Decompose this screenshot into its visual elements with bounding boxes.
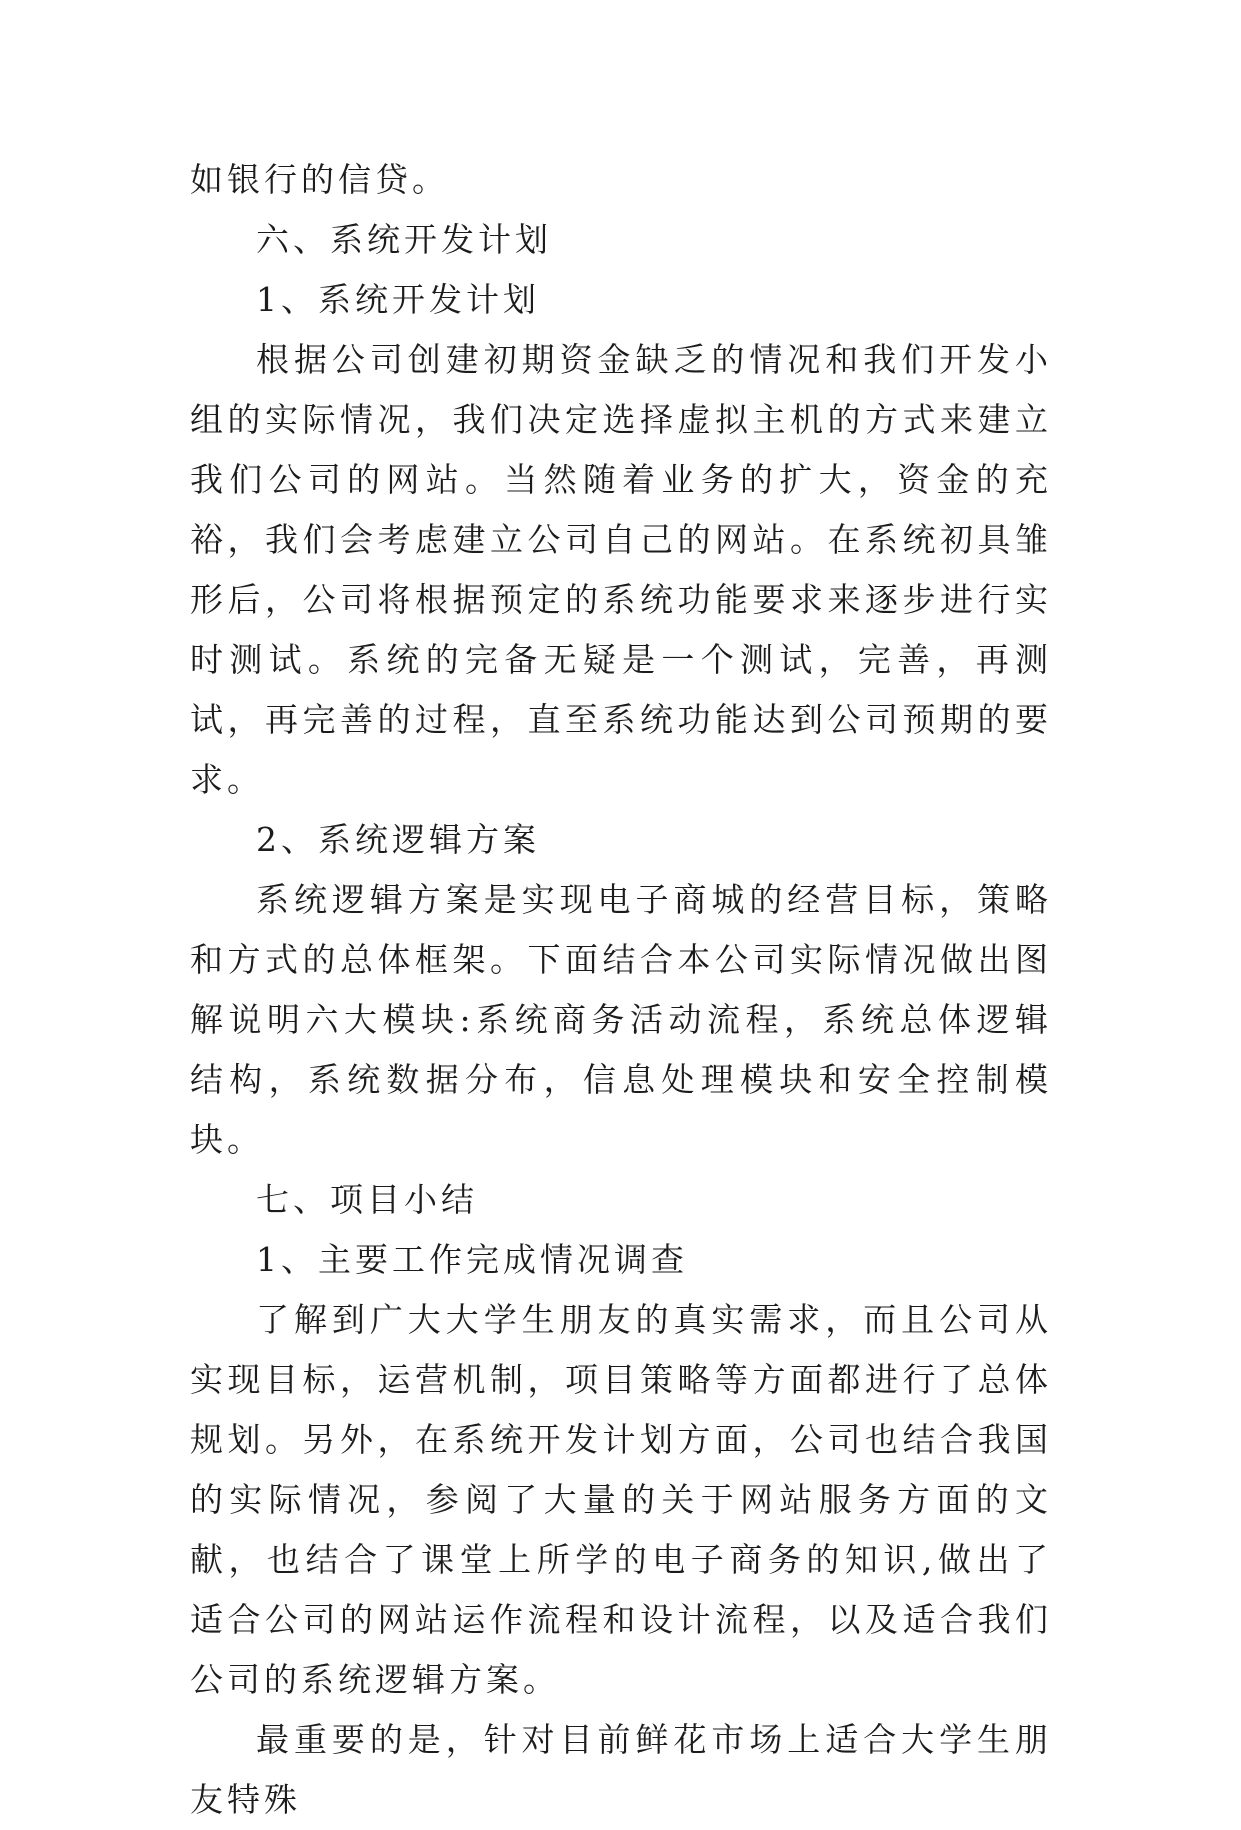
paragraph-most-important: 最重要的是，针对目前鲜花市场上适合大学生朋友特殊 — [190, 1720, 1052, 1819]
document-body — [190, 150, 1052, 1830]
subsection-heading-6-2: 2、系统逻辑方案 — [256, 820, 540, 859]
paragraph-continued: 如银行的信贷。 — [190, 160, 449, 199]
subsection-heading-7-1: 1、主要工作完成情况调查 — [256, 1240, 688, 1279]
paragraph-work-summary: 了解到广大大学生朋友的真实需求，而且公司从实现目标，运营机制，项目策略等方面都进行了总体规划。另外，在系统开发计划方面，公司也结合我国的实际情况，参阅了大量的关于网站服务方面的文献，也结合了课堂上所学的电子商务的知识,做出了适合公司的网站运作流程和设计流程，以及适合我们公司的系统逻辑方案。 — [190, 1300, 1052, 1699]
paragraph-dev-plan: 根据公司创建初期资金缺乏的情况和我们开发小组的实际情况，我们决定选择虚拟主机的方式来建立我们公司的网站。当然随着业务的扩大，资金的充裕，我们会考虑建立公司自己的网站。在系统初具雏形后，公司将根据预定的系统功能要求来逐步进行实时测试。系统的完备无疑是一个测试，完善，再测试，再完善的过程，直至系统功能达到公司预期的要求。 — [190, 340, 1052, 799]
section-heading-7: 七、项目小结 — [256, 1180, 478, 1219]
subsection-heading-6-1: 1、系统开发计划 — [256, 280, 540, 319]
paragraph-logic-scheme: 系统逻辑方案是实现电子商城的经营目标，策略和方式的总体框架。下面结合本公司实际情况做出图解说明六大模块:系统商务活动流程，系统总体逻辑结构，系统数据分布，信息处理模块和安全控制模块。 — [190, 880, 1052, 1159]
section-heading-6: 六、系统开发计划 — [256, 220, 552, 259]
